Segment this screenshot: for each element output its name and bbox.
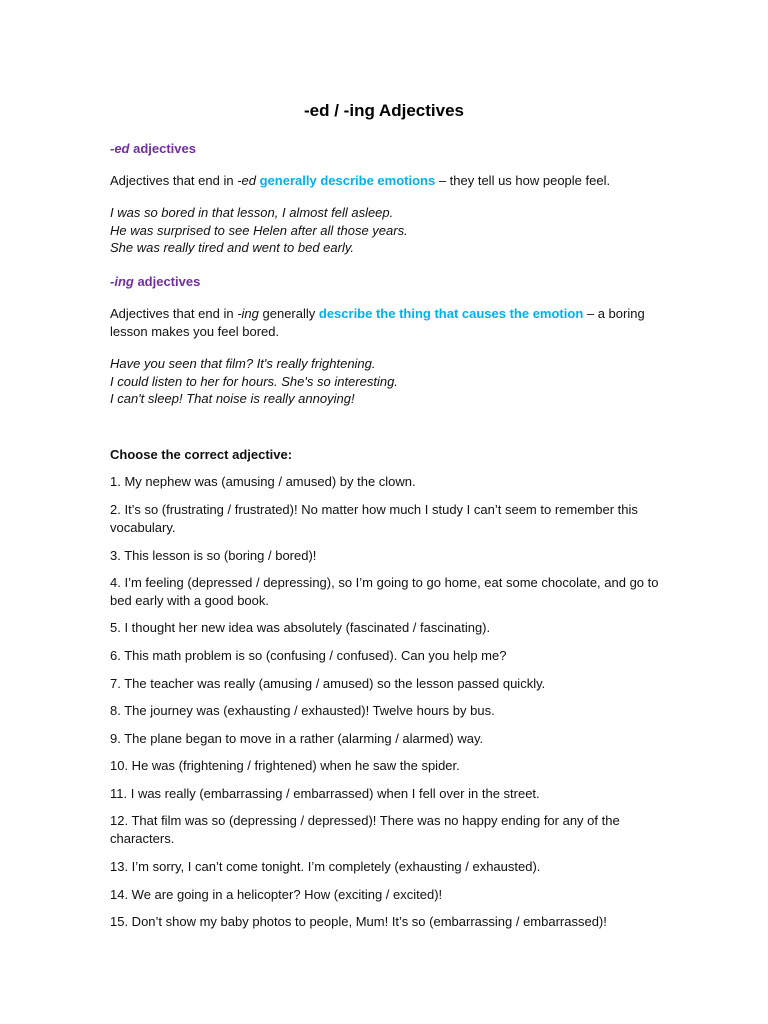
exercise-item-11: 11. I was really (embarrassing / embarrassed) when I fell over in the street. <box>110 786 540 801</box>
ing-intro-before: Adjectives that end in <box>110 306 238 321</box>
ing-heading-suffix: -ing <box>110 274 134 289</box>
exercise-item-2: 2. It’s so (frustrating / frustrated)! No matter how much I study I can’t seem to remember this vocabulary. <box>110 502 638 535</box>
exercise-item-1: 1. My nephew was (amusing / amused) by the clown. <box>110 474 416 489</box>
exercise-item-9: 9. The plane began to move in a rather (alarming / alarmed) way. <box>110 731 484 746</box>
ing-intro-highlight: describe the thing that causes the emotion <box>318 306 584 321</box>
ed-intro-after: – they tell us how people feel. <box>435 173 611 188</box>
ing-intro-paragraph <box>110 305 670 340</box>
ing-adjectives-heading <box>110 273 200 291</box>
ing-example: I can't sleep! That noise is really annoying! <box>110 391 355 406</box>
exercise-item-4: 4. I’m feeling (depressed / depressing), so I’m going to go home, eat some chocolate, and go to bed early with a good book. <box>110 575 659 608</box>
ing-example: Have you seen that film? It's really frightening. <box>110 356 376 371</box>
ed-adjectives-heading <box>110 140 196 158</box>
ed-heading-word: adjectives <box>129 141 196 156</box>
ed-examples <box>110 204 670 257</box>
ed-example: He was surprised to see Helen after all those years. <box>110 222 408 238</box>
ing-examples <box>110 355 670 408</box>
exercise-item-14: 14. We are going in a helicopter? How (exciting / excited)! <box>110 887 443 902</box>
ed-intro-before: Adjectives that end in <box>110 173 238 188</box>
ed-heading-suffix: -ed <box>110 141 130 156</box>
page-title: -ed / -ing Adjectives <box>304 101 464 120</box>
exercise-item-12: 12. That film was so (depressing / depressed)! There was no happy ending for any of the characters. <box>110 813 620 846</box>
exercise-item-6: 6. This math problem is so (confusing / confused). Can you help me? <box>110 648 507 663</box>
ing-example: I could listen to her for hours. She's so interesting. <box>110 373 398 389</box>
ing-heading-word: adjectives <box>133 274 201 289</box>
exercise-item-5: 5. I thought her new idea was absolutely (fascinated / fascinating). <box>110 620 491 635</box>
exercise-item-10: 10. He was (frightening / frightened) when he saw the spider. <box>110 758 460 773</box>
exercise-heading: Choose the correct adjective: <box>110 447 293 462</box>
exercise-item-3: 3. This lesson is so (boring / bored)! <box>110 548 317 563</box>
ed-intro-paragraph <box>110 172 670 190</box>
ed-intro-highlight: generally describe emotions <box>259 173 436 188</box>
exercise-item-13: 13. I’m sorry, I can’t come tonight. I’m completely (exhausting / exhausted). <box>110 859 541 874</box>
ed-intro-suffix: -ed <box>237 173 256 188</box>
ed-example: She was really tired and went to bed early. <box>110 240 355 255</box>
ed-example: I was so bored in that lesson, I almost fell asleep. <box>110 205 394 220</box>
exercise-item-7: 7. The teacher was really (amusing / amused) so the lesson passed quickly. <box>110 676 546 691</box>
ing-intro-middle: generally <box>258 306 319 321</box>
ing-intro-suffix: -ing <box>237 306 259 321</box>
ing-intro-after: – a boring lesson makes you feel bored. <box>110 306 645 339</box>
exercise-item-15: 15. Don’t show my baby photos to people, Mum! It’s so (embarrassing / embarrassed)! <box>110 914 607 929</box>
exercise-item-8: 8. The journey was (exhausting / exhausted)! Twelve hours by bus. <box>110 703 495 718</box>
